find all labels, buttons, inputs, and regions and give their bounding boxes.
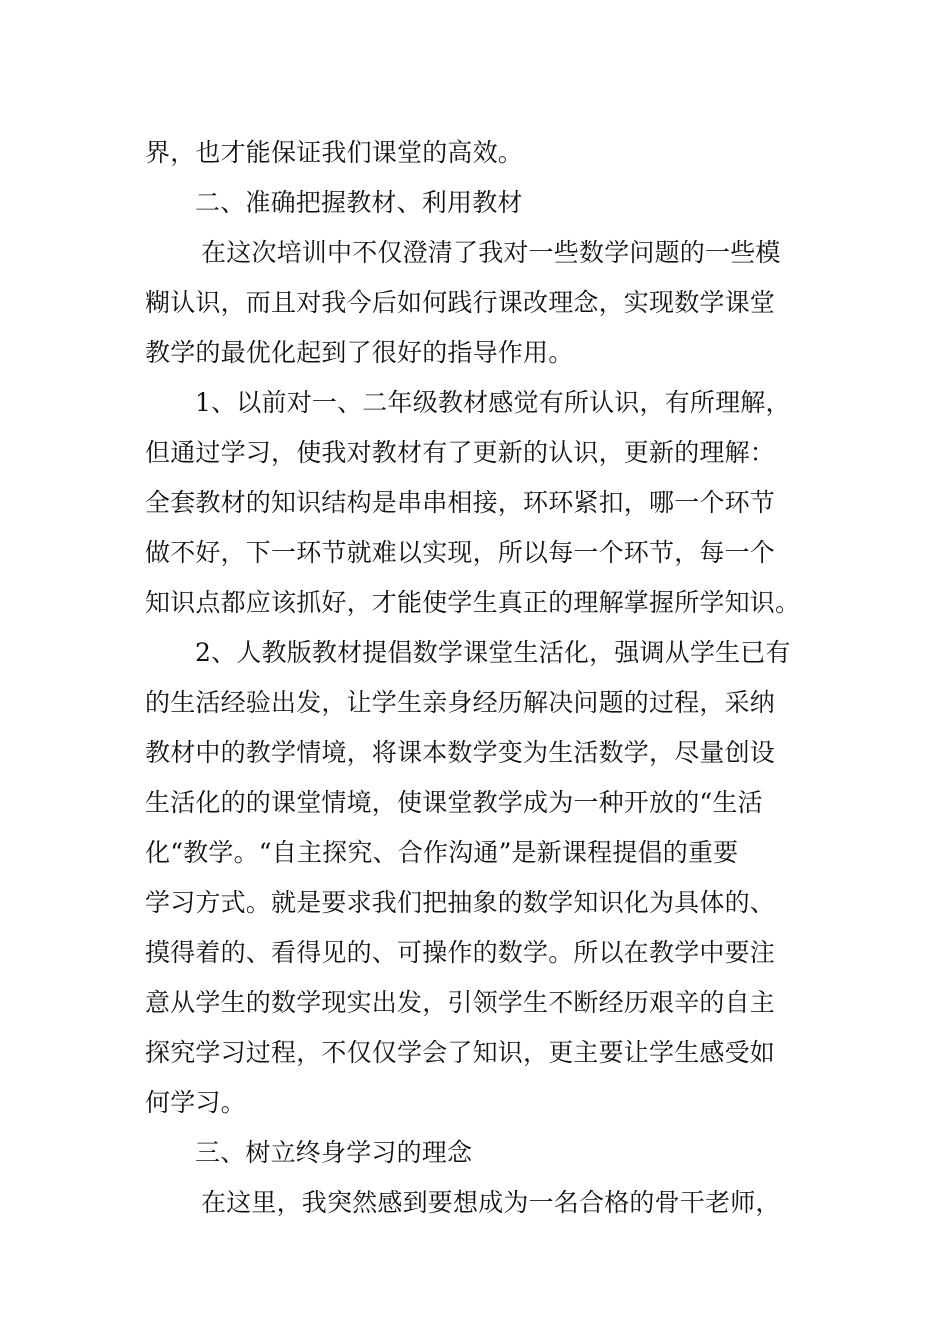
text-line: 生活化的的课堂情境，使课堂教学成为一种开放的“生活: [145, 788, 763, 817]
text-line: 化“教学。“自主探究、合作沟通”是新课程提倡的重要: [145, 838, 739, 867]
text-line: 糊认识，而且对我今后如何践行课改理念，实现数学课堂: [145, 288, 776, 317]
text-line: 1、以前对一、二年级教材感觉有所认识，有所理解，: [195, 388, 791, 417]
text-line: 摸得着的、看得见的、可操作的数学。所以在教学中要注: [145, 938, 776, 967]
text-line: 界，也才能保证我们课堂的高效。: [145, 138, 524, 167]
text-line: 教材中的教学情境，将课本数学变为生活数学，尽量创设: [145, 738, 776, 767]
text-line: 何学习。: [145, 1088, 246, 1117]
text-line: 意从学生的数学现实出发，引领学生不断经历艰辛的自主: [145, 988, 776, 1017]
text-line: 学习方式。就是要求我们把抽象的数学知识化为具体的、: [145, 888, 776, 917]
text-line: 做不好，下一环节就难以实现，所以每一个环节，每一个: [145, 538, 776, 567]
text-line: 教学的最优化起到了很好的指导作用。: [145, 338, 574, 367]
text-line: 全套教材的知识结构是串串相接，环环紧扣，哪一个环节: [145, 488, 776, 517]
text-line: 但通过学习，使我对教材有了更新的认识，更新的理解：: [145, 438, 776, 467]
section-heading: 二、准确把握教材、利用教材: [195, 188, 523, 217]
text-line: 2、人教版教材提倡数学课堂生活化，强调从学生已有: [195, 638, 791, 667]
text-line: 在这次培训中不仅澄清了我对一些数学问题的一些模: [201, 238, 781, 267]
section-heading: 三、树立终身学习的理念: [195, 1138, 473, 1167]
text-line: 知识点都应该抓好，才能使学生真正的理解掌握所学知识。: [145, 588, 801, 617]
document-body: [145, 128, 825, 1228]
text-line: 的生活经验出发，让学生亲身经历解决问题的过程，采纳: [145, 688, 776, 717]
text-line: 探究学习过程，不仅仅学会了知识，更主要让学生感受如: [145, 1038, 776, 1067]
text-line: 在这里，我突然感到要想成为一名合格的骨干老师，: [201, 1188, 781, 1217]
